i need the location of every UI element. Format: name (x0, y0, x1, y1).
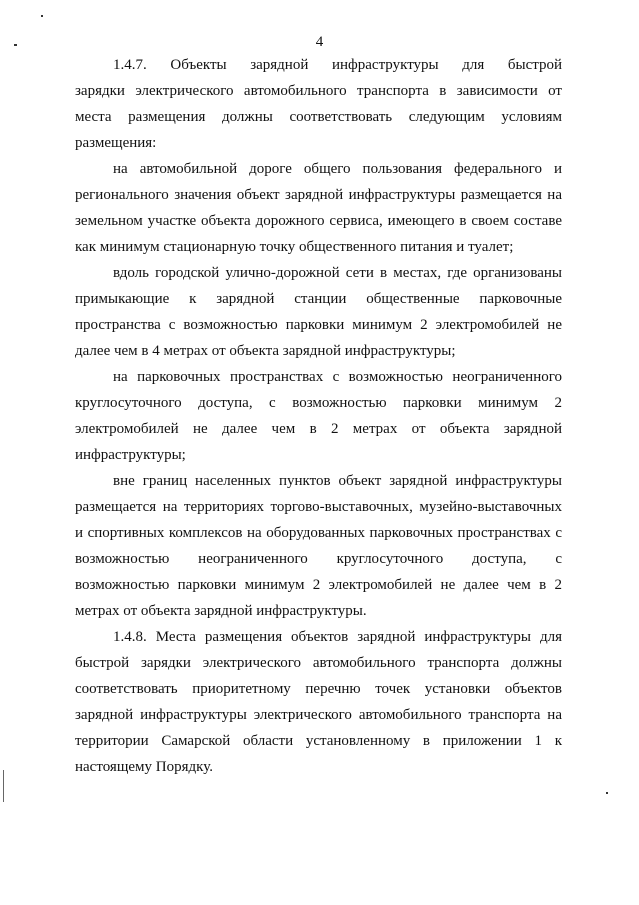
line: примыкающие к зарядной станции общественные парковочные (75, 291, 562, 307)
scan-speck (41, 15, 43, 17)
line: вдоль городской улично-дорожной сети в местах, где организованы (113, 265, 562, 281)
line: размещения: (75, 135, 157, 151)
line: на парковочных пространствах с возможностью неограниченного (113, 369, 562, 385)
line: соответствовать приоритетному перечню точек установки объектов (75, 681, 562, 697)
line: инфраструктуры; (75, 447, 186, 463)
line: вне границ населенных пунктов объект зарядной инфраструктуры (113, 473, 562, 489)
paragraph-1-4-8 (75, 624, 562, 780)
paragraph-city-network (75, 260, 562, 364)
paragraph-outside-settlements (75, 468, 562, 624)
line: размещается на территориях торгово-выставочных, музейно-выставочных (75, 499, 562, 515)
paragraph-parking-spaces (75, 364, 562, 468)
paragraph-federal-road (75, 156, 562, 260)
line: зарядки электрического автомобильного транспорта в зависимости от (75, 83, 562, 99)
line: на автомобильной дороге общего пользования федерального и (113, 161, 562, 177)
scan-speck (606, 792, 608, 794)
line: возможностью парковки минимум 2 электромобилей не далее чем в 2 (75, 577, 562, 593)
line: 1.4.8. Места размещения объектов зарядной инфраструктуры для (113, 629, 562, 645)
line: и спортивных комплексов на оборудованных парковочных пространствах с (75, 525, 562, 541)
line: далее чем в 4 метрах от объекта зарядной инфраструктуры; (75, 343, 456, 359)
line: как минимум стационарную точку общественного питания и туалет; (75, 239, 514, 255)
line: 1.4.7. Объекты зарядной инфраструктуры для быстрой (113, 57, 562, 73)
line: пространства с возможностью парковки минимум 2 электромобилей не (75, 317, 562, 333)
line: круглосуточного доступа, с возможностью парковки минимум 2 (75, 395, 562, 411)
scan-edge-line (3, 770, 4, 802)
page-number: 4 (315, 34, 324, 50)
line: земельном участке объекта дорожного сервиса, имеющего в своем составе (75, 213, 562, 229)
line: возможностью неограниченного круглосуточного доступа, с (75, 551, 562, 567)
line: зарядной инфраструктуры электрического автомобильного транспорта на (75, 707, 562, 723)
line: регионального значения объект зарядной инфраструктуры размещается на (75, 187, 562, 203)
line: быстрой зарядки электрического автомобильного транспорта должны (75, 655, 562, 671)
document-body (75, 52, 562, 780)
line: электромобилей не далее чем в 2 метрах от объекта зарядной (75, 421, 562, 437)
line: места размещения должны соответствовать следующим условиям (75, 109, 562, 125)
line: настоящему Порядку. (75, 759, 213, 775)
line: территории Самарской области установленному в приложении 1 к (75, 733, 562, 749)
paragraph-1-4-7 (75, 52, 562, 156)
line: метрах от объекта зарядной инфраструктуры. (75, 603, 367, 619)
